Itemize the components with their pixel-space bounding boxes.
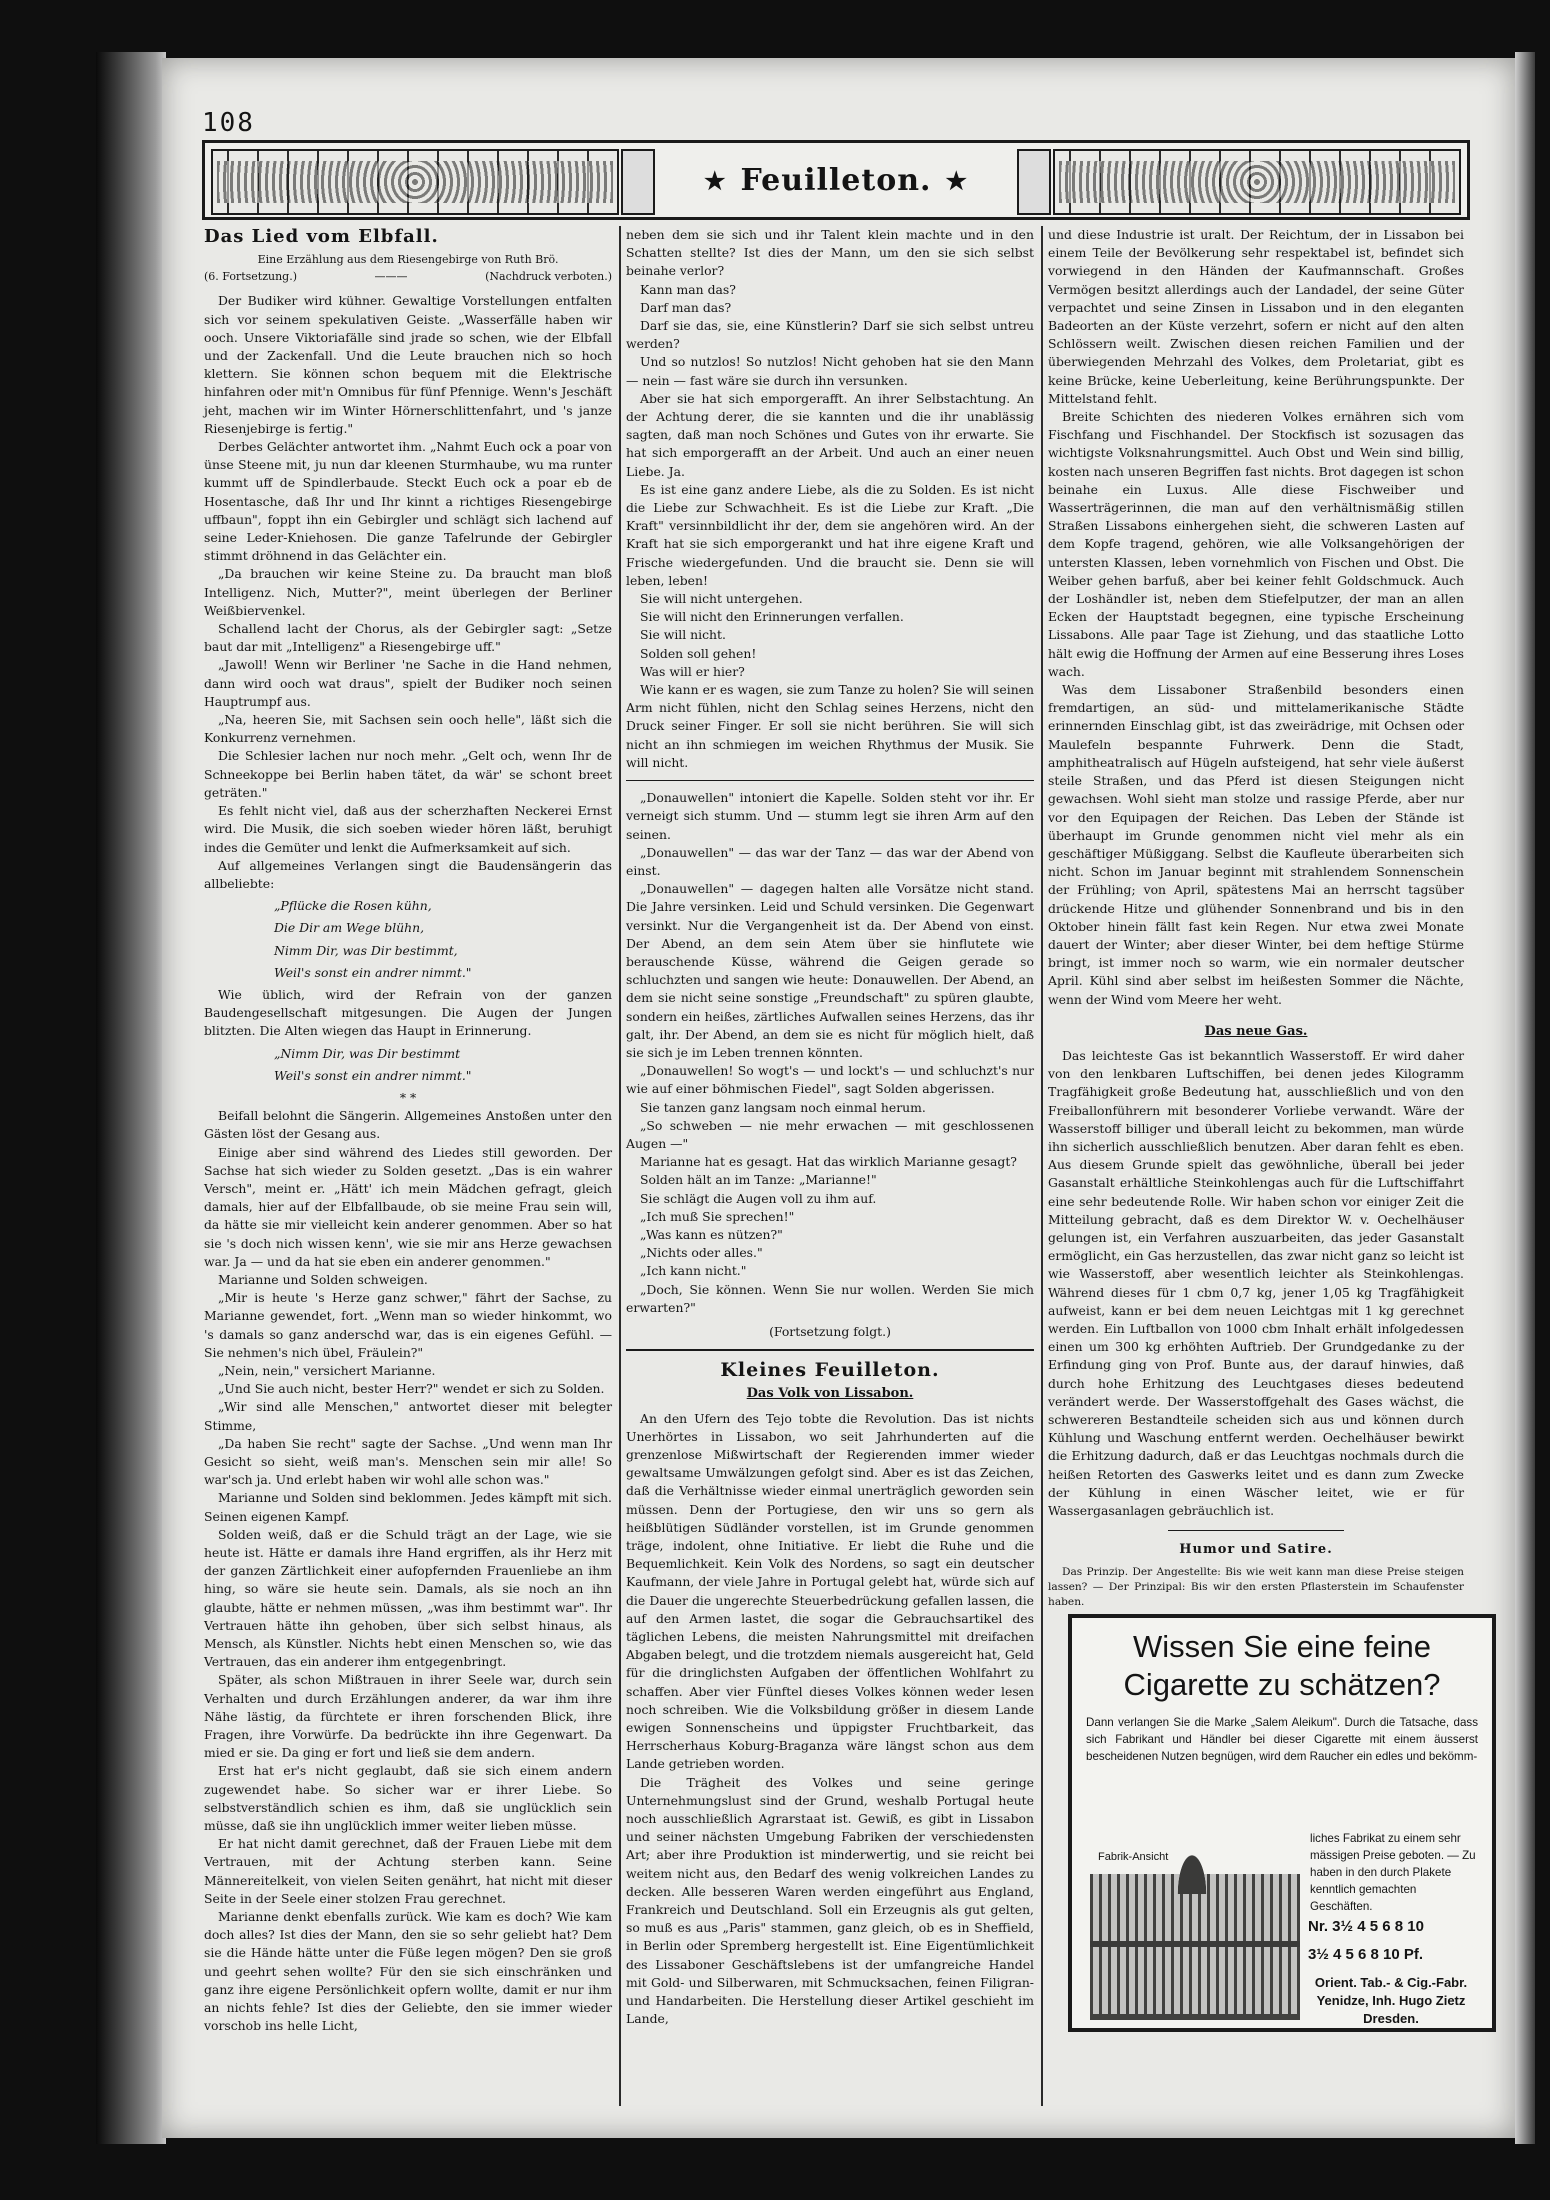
paragraph: „Da brauchen wir keine Steine zu. Da braucht man bloß Intelligenz. Nich, Mutter?", meint überlegen der Berliner Weißbiervenkel. [204, 566, 612, 618]
book-binding [96, 52, 166, 2144]
reprint-notice: (Nachdruck verboten.) [485, 270, 612, 284]
section-heading: Kleines Feuilleton. [720, 1359, 940, 1382]
paragraph: „Mir is heute 's Herze ganz schwer," fährt der Sachse, zu Marianne gewendet, fort. „Wenn man so wieder hinkommt, wo 's damals so ganz anderschd war, das is ein eigenes Gefühl. — Sie nehmen's nich übel, Fräulein?" [204, 1290, 612, 1360]
column-rule [1041, 226, 1043, 2106]
paragraph: Sie will nicht untergehen. [640, 591, 803, 607]
paragraph: Sie will nicht den Erinnerungen verfallen. [640, 609, 904, 625]
verse-line: Die Dir am Wege blühn, [274, 920, 425, 936]
paragraph: „Donauwellen" — dagegen halten alle Vorsätze nicht stand. Die Jahre versinken. Leid und Schuld versinken. Die Gegenwart versinkt. Nur die Vergangenheit ist da. Der Abend von einst. Der Abend, an dem sein Atem über sie hinflutete wie berauschende Küsse, während die Geigen gerade so schluchzten und sangen wie heute: Donauwellen. Der Abend, an dem sie nicht seine sonstige „Freundschaft" zu spüren glaubte, sondern ein heißes, zärtliches Aufwallen seines Herzens, das ihr galt, ihr. Der Abend, an dem sie es nicht für möglich hielt, daß sie sich je im Leben trennen könnten. [626, 881, 1034, 1060]
paragraph: „Ich muß Sie sprechen!" [640, 1208, 795, 1224]
dash-rule: ——— [374, 270, 408, 284]
cigarette-advertisement [1068, 1614, 1496, 2032]
article-title: Das Volk von Lissabon. [746, 1386, 914, 1402]
paragraph: „Wir sind alle Menschen," antwortet dieser mit belegter Stimme, [204, 1399, 612, 1433]
story-title: Das Lied vom Elbfall. [204, 226, 439, 247]
paragraph: Es fehlt nicht viel, daß aus der scherzhaften Neckerei Ernst wird. Die Musik, die sich soeben wieder hören läßt, beruhigt indes die Gemüter und lenkt die Aufmerksamkeit auf sich. [204, 803, 612, 855]
ad-body-text-right: liches Fabrikat zu einem sehr mässigen Preise geboten. — Zu haben in den durch Plakete kenntlich gemachten Geschäften. [1310, 1832, 1476, 1913]
paragraph: Marianne hat es gesagt. Hat das wirklich Marianne gesagt? [640, 1154, 1017, 1170]
paragraph: und diese Industrie ist uralt. Der Reichtum, der in Lissabon bei einem Teile der Bevölkerung sehr respektabel ist, befindet sich vorwiegend in den Händen der Kaufmannschaft. Großes Vermögen besitzt allerdings auch der Landadel, der seine Güter verpachtet und seine Zinsen in Lissabon und in den eleganten Badeorten an der Küste verzehrt, sofern er nicht auf den alten Schlössern weilt. Zwischen diesen reichen Familien und der überwiegenden Mehrzahl des Volkes, dem Proletariat, gibt es keine Brücke, keine Ueberleitung, keine Berührungspunkte. Der Mittelstand fehlt. [1048, 227, 1464, 406]
story-subtitle: Eine Erzählung aus dem Riesengebirge von Ruth Brö. [257, 253, 559, 267]
paragraph: Einige aber sind während des Liedes still geworden. Der Sachse hat sich wieder zu Solden gesetzt. „Das is ein wahrer Versch", meint er. „Hätt' ich mein Mädchen gefragt, gleich damals, hier auf der Elbfallbaude, ob sie meine Frau sein will, da hätte sie mir vielleicht kein anderer genommen. Aber so hat sie 's doch nich wissen kenn', wie sie mir ans Herze gewachsen war. Ja — und da hat sie eben ein anderer genommen." [204, 1144, 612, 1269]
paragraph: Später, als schon Mißtrauen in ihrer Seele war, durch sein Verhalten und durch Erzählungen anderer, da war ihm ihre Nähe lästig, da fürchtete er ihren forschenden Blick, ihre Fragen, ihre Vorwürfe. Da bedrückte ihn ihre Gegenwart. Da mied er sie. Da ging er fort und ließ sie dem andern. [204, 1672, 612, 1761]
verse-line: Weil's sonst ein andrer nimmt." [274, 1067, 472, 1083]
column-2 [626, 226, 1034, 2029]
ornament-divider-icon [1017, 149, 1051, 215]
paragraph: Sie schlägt die Augen voll zu ihm auf. [640, 1190, 877, 1206]
ornament-left-icon [211, 149, 619, 215]
paragraph: Solden weiß, daß er die Schuld trägt an der Lage, wie sie heute ist. Hätte er damals ihre Hand ergriffen, als ihr Herz mit der ganzen Zärtlichkeit einer aufopfernden Frauenliebe an ihm hing, so wäre sie heute sein. Damals, als sie noch an ihn glaubte, hätte er nehmen müssen, „was ihm bestimmt war". Ihr Vertrauen hätte ihn gehoben, über sich selbst hinaus, als Mensch, als Künstler. Nichts hebt einen Menschen so, wie das Vertrauen, das ein anderer ihm entgegenbringt. [204, 1526, 612, 1670]
factory-image-icon [1090, 1874, 1300, 2020]
paragraph: Solden soll gehen! [640, 645, 757, 661]
ornament-right-icon [1053, 149, 1461, 215]
paragraph: „Doch, Sie können. Wenn Sie nur wollen. Werden Sie mich erwarten?" [626, 1281, 1034, 1315]
paragraph: neben dem sie sich und ihr Talent klein machte und in den Schatten stellte? Ist dies der Mann, um den sie sich selbst beinahe verlor? [626, 227, 1034, 279]
ad-body-text: Dann verlangen Sie die Marke „Salem Aleikum". Durch die Tatsache, dass sich Fabrikant und Händler bei dieser Cigarette mit einem äusserst bescheidenen Nutzen begnügen, wird dem Raucher ein edles und bekömm- [1086, 1716, 1478, 1763]
article-title: Humor und Satire. [1179, 1542, 1333, 1558]
paragraph: „Da haben Sie recht" sagte der Sachse. „Und wenn man Ihr Gesicht so sieht, weiß man's. Menschen sein mir alle! So war'sch ja. Und erlebt haben wir wohl alle schon was." [204, 1435, 612, 1488]
paragraph: Marianne denkt ebenfalls zurück. Wie kam es doch? Wie kam doch alles? Ist dies der Mann, den sie so sehr geliebt hat? Dem sie die Hände hätte unter die Füße legen mögen? Den sie groß und geehrt sehen wollte? Für den sie sich einschränken und ganz ihre eigene Persönlichkeit opfern wollte, damit er nur ihm an nichts fehle? Ist dies der Geliebte, den sie immer wieder vorschob ins helle Licht, [204, 1909, 612, 2034]
page-number: 108 [202, 108, 255, 138]
paragraph: „Jawoll! Wenn wir Berliner 'ne Sache in die Hand nehmen, dann wird ooch wat draus", spielt der Budiker noch seinen Hauptrumpf aus. [204, 657, 612, 709]
paragraph: Auf allgemeines Verlangen singt die Baudensängerin das allbeliebte: [204, 857, 612, 891]
paragraph: „Nichts oder alles." [640, 1245, 763, 1261]
paragraph: Was will er hier? [640, 663, 745, 679]
paragraph: An den Ufern des Tejo tobte die Revolution. Das ist nichts Unerhörtes in Lissabon, wo seit Jahrhunderten auf die grenzenlose Mißwirtschaft der Regierenden immer wieder gewaltsame Umwälzungen gefolgt sind. Aber es ist das Zeichen, daß die Verhältnisse wieder einmal unerträglich geworden sein müssen. Denn der Portugiese, den wir uns so gern als heißblütigen Südländer vorstellen, ist im Grunde genommen träge, indolent, ohne Initiative. Er liebt die Ruhe und die Bequemlichkeit. Kein Volk des Nordens, so sagt ein deutscher Kaufmann, der viele Jahre in Portugal gelebt hat, würde sich auf die Dauer die ungerechte Steuerbedrückung gefallen lassen, die auf den Armen lastet, die sogar die Gebrauchsartikel des täglichen Lebens, die meisten Nahrungsmittel mit dreifachen Abgaben belegt, und die trotzdem niemals ausgereicht hat, Geld für die dringlichsten Aufgaben der öffentlichen Wohlfahrt zu schaffen. Aber vier Fünftel dieses Volkes können weder lesen noch schreiben. Wie die Volksbildung größer in diesem Lande ewigen Sonnenscheins und üppigster Fruchtbarkeit, das Herrscherhaus Koburg-Braganza wäre längst schon aus dem Lande getrieben worden. [626, 1410, 1034, 1772]
paragraph: „Und Sie auch nicht, bester Herr?" wendet er sich zu Solden. [218, 1381, 605, 1397]
section-stars: * * [399, 1089, 417, 1105]
paragraph: „Donauwellen! So wogt's — und lockt's — und schluchzt's nur wie auf einer böhmischen Fiedel", sagt Solden abgerissen. [626, 1063, 1034, 1097]
paragraph: Darf sie das, sie, eine Künstlerin? Darf sie sich selbst untreu werden? [626, 318, 1034, 352]
newspaper-page [162, 58, 1515, 2138]
paragraph: „Was kann es nützen?" [640, 1226, 783, 1242]
paragraph: „Nein, nein," versichert Marianne. [218, 1362, 436, 1378]
verse-line: „Pflücke die Rosen kühn, [274, 898, 432, 914]
ad-number-line: Nr. 3½ 4 5 6 8 10 [1308, 1918, 1424, 1935]
paragraph: Marianne und Solden sind beklommen. Jedes kämpft mit sich. Seinen eigenen Kampf. [204, 1490, 612, 1524]
paragraph: Die Trägheit des Volkes und seine geringe Unternehmungslust sind der Grund, weshalb Portugal heute noch ausschließlich Agrarstaat ist. Gewiß, es gibt in Lissabon und seiner nächsten Umgebung Fabriken der verschiedensten Art; aber ihre Produktion ist minderwertig, und sie reicht bei weitem nicht aus, den Bedarf des wenig volkreichen Landes zu decken. Alle besseren Waren werden eingeführt aus England, Frankreich und Deutschland. Soll ein Erzeugnis als gut gelten, so muß es aus „Paris" stammen, ganz gleich, ob es in Sheffield, in Berlin oder Spremberg hergestellt ist. Eine Eigentümlichkeit des Lissaboner Geschäftslebens ist der umfangreiche Handel mit Gold- und Silberwaren, mit Schmucksachen, feinen Filigran- und Handarbeiten. Die Herstellung dieser Artikel geschieht im Lande, [626, 1774, 1034, 2027]
paragraph: Wie kann er es wagen, sie zum Tanze zu holen? Sie will seinen Arm nicht fühlen, nicht den Schlag seines Herzens, nicht den Druck seiner Finger. Er soll sie nicht berühren. Sie will sich nicht an ihn schmiegen im weichen Rhythmus der Musik. Sie will nicht. [626, 682, 1034, 770]
verse-line: „Nimm Dir, was Dir bestimmt [274, 1045, 461, 1061]
to-be-continued: (Fortsetzung folgt.) [769, 1323, 891, 1339]
continuation-note: (6. Fortsetzung.) [204, 270, 297, 284]
ad-price-line: 3½ 4 5 6 8 10 Pf. [1308, 1946, 1424, 1963]
verse-line: Weil's sonst ein andrer nimmt." [274, 964, 472, 980]
column-rule [619, 226, 621, 2106]
divider [1168, 1530, 1344, 1531]
paragraph: Erst hat er's nicht geglaubt, daß sie sich einem andern zugewendet habe. So sicher war er ihrer Liebe. So selbstverständlich schien es ihm, daß sie unglücklich sein müsse, daß sie ihn unglücklich immer weiter lieben müsse. [204, 1763, 612, 1834]
star-icon: ★ [945, 165, 968, 195]
paragraph: Sie will nicht. [640, 627, 726, 643]
ad-manufacturer: Orient. Tab.- & Cig.-Fabr. Yenidze, Inh. Hugo Zietz Dresden. [1314, 1975, 1468, 2026]
paragraph: Das Prinzip. Der Angestellte: Bis wie weit kann man diese Preise steigen lassen? — Der Prinzipal: Bis wir den ersten Pflasterstein im Schaufenster haben. [1048, 1566, 1464, 1609]
paragraph: Breite Schichten des niederen Volkes ernähren sich vom Fischfang und Fischhandel. Der Stockfisch ist sozusagen das wichtigste Volksnahrungsmittel. Auch Obst und Wein sind billig, kosten nach unseren Begriffen fast nichts. Brot dagegen ist schon beinahe ein Luxus. Alle diese Fischweiber und Wasserträgerinnen, die man auf den verhältnismäßig stillen Straßen Lissabons einhergehen sieht, die schweren Lasten auf dem Kopfe tragend, gehören, wie alle Volksangehörigen der untersten Klassen, leben vornehmlich von Fischen und Obst. Die Weiber gehen barfuß, aber bei keiner fehlt Goldschmuck. Auch der Loshändler ist, neben dem Stiefelputzer, der man an allen Ecken der Hauptstadt begegnen, eine typische Erscheinung Lissabons. Alle paar Tage ist Ziehung, und das staatliche Lotto hält ewig die Hoffnung der Armen auf eine Besserung ihres Loses wach. [1048, 409, 1464, 679]
article-title: Das neue Gas. [1204, 1023, 1308, 1039]
divider [626, 780, 1034, 781]
star-icon: ★ [704, 165, 727, 195]
paragraph: „Ich kann nicht." [640, 1263, 747, 1279]
ad-image-label: Fabrik-Ansicht [1098, 1851, 1169, 1863]
paragraph: „So schweben — nie mehr erwachen — mit geschlossenen Augen —" [626, 1117, 1034, 1151]
paragraph: „Donauwellen" — das war der Tanz — das war der Abend von einst. [626, 844, 1034, 878]
masthead-title: Feuilleton. [740, 162, 932, 198]
paragraph: Er hat nicht damit gerechnet, daß der Frauen Liebe mit dem Vertrauen, mit der Achtung sterben kann. Seine Männereitelkeit, von vielen Seiten genährt, hat nicht mit dieser Seite in der Seele einer stolzen Frau gerechnet. [204, 1836, 612, 1906]
paragraph: Schallend lacht der Chorus, als der Gebirgler sagt: „Setze baut dar mit „Intelligenz" a Riesengebirge uff." [204, 621, 612, 655]
paragraph: „Na, heeren Sie, mit Sachsen sein ooch helle", läßt sich die Konkurrenz vernehmen. [204, 712, 612, 746]
ornament-divider-icon [621, 149, 655, 215]
paragraph: Marianne und Solden schweigen. [218, 1271, 428, 1287]
paragraph: Sie tanzen ganz langsam noch einmal herum. [640, 1099, 926, 1115]
paragraph: Beifall belohnt die Sängerin. Allgemeines Anstoßen unter den Gästen löst der Gesang aus. [204, 1108, 612, 1142]
column-1 [204, 226, 612, 2036]
column-3 [1048, 226, 1464, 1610]
paragraph: Das leichteste Gas ist bekanntlich Wasserstoff. Er wird daher von den lenkbaren Luftschiffen, bei denen jedes Kilogramm Tragfähigkeit große Bedeutung hat, ausschließlich und von den Freiballonführern mit besonderer Vorliebe verwandt. Wäre der Wasserstoff billiger und überall leicht zu bekommen, man würde ihn sicherlich ausschließlich benutzen. Aber daran fehlt es eben. Aus diesem Grunde spielt das gewöhnliche, überall bei jeder Gasanstalt erhältliche Steinkohlengas auch für die Luftschiffahrt eine sehr bedeutende Rolle. Wir haben schon vor einiger Zeit die Mitteilung gebracht, daß es dem Direktor W. v. Oechelhäuser gelungen ist, ein Verfahren auszuarbeiten, das jeder Gasanstalt ermöglicht, ein Gas herzustellen, das zwar nicht ganz so leicht ist wie Wasserstoff, aber wesentlich leichter als Steinkohlengas. Während dieses für 1 cbm 0,7 kg, jener 1,05 kg Tragfähigkeit aufweist, kann er bei dem neuen Leichtgas mit 1 kg gerechnet werden. Ein Luftballon von 1000 cbm Inhalt erhält infolgedessen einen um 300 kg erhöhten Auftrieb. Der Grundgedanke zu der Erfindung ging von Prof. Bunte aus, der darauf hinwies, daß durch hohe Erhitzung des Leuchtgases dieses bedeutend verändert werde. Der Wasserstoffgehalt des Gases wächst, die schwereren Bestandteile scheiden sich aus und können durch Kühlung und Waschung entfernt werden. Oechelhäuser bewirkt die Erhitzung dadurch, daß er das Leuchtgas nochmals durch die heißen Retorten des Gaswerks leitet und es dann zum Zwecke der Kühlung in einen Wäscher leitet, wie er für Wassergasanlagen gebräuchlich ist. [1048, 1047, 1464, 1519]
paragraph: Und so nutzlos! So nutzlos! Nicht gehoben hat sie den Mann — nein — fast wäre sie durch ihn versunken. [626, 354, 1034, 388]
feuilleton-masthead [202, 140, 1470, 220]
divider [626, 1349, 1034, 1351]
masthead-title-box [657, 153, 1015, 207]
paragraph: Kann man das? [640, 281, 736, 297]
paragraph: Derbes Gelächter antwortet ihm. „Nahmt Euch ock a poar von ünse Steene mit, ju nun dar kleenen Sturmhaube, wu ma runter kummt uff de Spindlerbaude. Steckt Euch ock a poar eb de Hosentasche, daß Ihr und Ihr kinnt a richtiges Riesengebirge uffbaun", foppt ihn ein Gebirgler und schlägt sich lachend auf seine Leder-Kniehosen. Die ganze Tafelrunde der Gebirgler stimmt dröhnend in das Gelächter ein. [204, 439, 612, 564]
paragraph: Wie üblich, wird der Refrain von der ganzen Baudengesellschaft mitgesungen. Die Augen der Jungen blitzten. Die Alten wiegen das Haupt in Erinnerung. [204, 986, 612, 1039]
story-meta [204, 268, 612, 286]
verse-line: Nimm Dir, was Dir bestimmt, [274, 942, 458, 958]
paragraph: „Donauwellen" intoniert die Kapelle. Solden steht vor ihr. Er verneigt sich stumm. Und — stumm legt sie ihren Arm auf den seinen. [626, 790, 1034, 842]
paragraph: Der Budiker wird kühner. Gewaltige Vorstellungen entfalten sich vor seinem spekulativen Geiste. „Wasserfälle haben wir ooch. Unsere Viktoriafälle sind jrade so schen, wie der Elbfall und der Zackenfall. Und die Leute brauchen nich so hoch klettern. Sie können schon bequem mit die Elektrische hinfahren oder mit'n Omnibus für fünf Pfennige. Wenn's Jeschäft jeht, machen wir im Winter Hörnerschlittenfahrt, und 's janze Riesenjebirge is fertig." [204, 293, 612, 436]
page-edge [1515, 52, 1535, 2144]
paragraph: Es ist eine ganz andere Liebe, als die zu Solden. Es ist nicht die Liebe zur Schwachheit. Es ist die Liebe zur Kraft. „Die Kraft" versinnbildlicht ihr der, dem sie angehören wird. An der Kraft hat sie sich emporgerankt und hat ihre eigene Kraft und Frische wiedergefunden. Und die braucht sie. Denn sie will leben, leben! [626, 481, 1034, 588]
paragraph: Was dem Lissaboner Straßenbild besonders einen fremdartigen, an süd- und mittelamerikanische Städte erinnernden Einschlag gibt, ist das zweirädrige, mit Ochsen oder Maulefeln bespannte Fuhrwerk. Denn die Stadt, amphitheatralisch auf Hügeln aufsteigend, hat sehr viele äußerst steile Straßen, und das Pferd ist diesen Steigungen nicht gewachsen. Wohl sieht man stolze und rassige Pferde, aber nur vor den Equipagen der Reichen. Das Leben der Stände ist überhaupt im Grunde genommen nicht viel mehr als ein geschäftiger Müßiggang. Selbst die Kaufleute überarbeiten sich nicht. Schon im Januar beginnt mit strahlendem Sonnenschein der Frühling; von April, spätestens Mai an herrscht tagsüber drückende Hitze und glühender Sonnenbrand und bis in den Oktober hinein fällt fast kein Regen. Nur etwa zwei Monate dauert der Winter; aber dieser Winter, bei dem heftige Stürme bringt, ist immer noch so warm, wie ein normaler deutscher April. Kühl sind aber selbst im heißesten Sommer die Nächte, wenn der Wind vom Meere her weht. [1048, 682, 1464, 1007]
paragraph: Die Schlesier lachen nur noch mehr. „Gelt och, wenn Ihr de Schneekoppe bei Berlin haben tätet, da wär' se schont breet geträten." [204, 748, 612, 800]
ad-headline: Wissen Sie eine feine Cigarette zu schätzen? [1123, 1629, 1441, 1702]
paragraph: Darf man das? [640, 299, 732, 315]
paragraph: Solden hält an im Tanze: „Marianne!" [640, 1172, 877, 1188]
paragraph: Aber sie hat sich emporgerafft. An ihrer Selbstachtung. An der Achtung derer, die sie kannten und die ihr unablässig sagten, daß man noch Schönes und Gutes von ihr erwarte. Sie hat sich emporgerafft an der Arbeit. Und auch an einer neuen Liebe. Ja. [626, 390, 1034, 479]
